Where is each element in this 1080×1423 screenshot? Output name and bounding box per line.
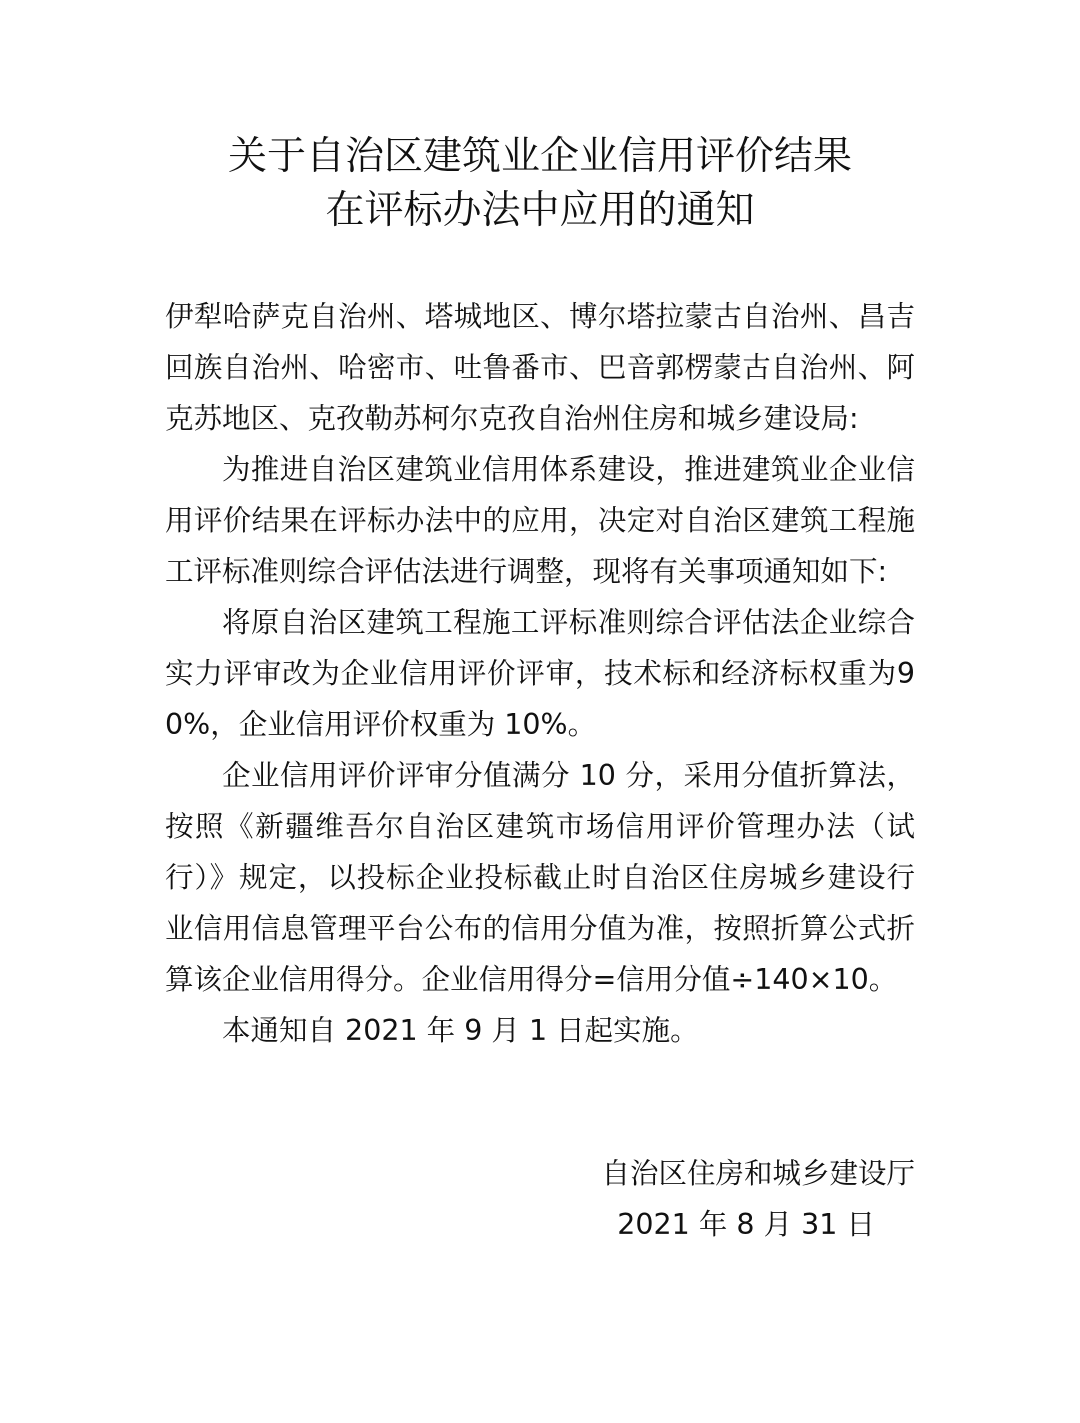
- paragraph-scoring: 企业信用评价评审分值满分 10 分，采用分值折算法，按照《新疆维吾尔自治区建筑市场信用评价管理办法（试行）》规定，以投标企业投标截止时自治区住房城乡建设行业信用信息管理平台公布的信用分值为准，按照折算公式折算该企业信用得分。企业信用得分=信用分值÷140×10。: [165, 759, 915, 996]
- document-title: [0, 130, 1080, 238]
- title-line-2: 在评标办法中应用的通知: [325, 188, 755, 233]
- paragraph-weighting: 将原自治区建筑工程施工评标准则综合评估法企业综合实力评审改为企业信用评价评审，技术标和经济标权重为90%，企业信用评价权重为 10%。: [165, 606, 915, 741]
- issuer-name: 自治区住房和城乡建设厅: [601, 1157, 915, 1190]
- issue-date: 2021 年 8 月 31 日: [617, 1208, 875, 1241]
- signature-block: [515, 1148, 915, 1250]
- recipients-paragraph: 伊犁哈萨克自治州、塔城地区、博尔塔拉蒙古自治州、昌吉回族自治州、哈密市、吐鲁番市、巴音郭楞蒙古自治州、阿克苏地区、克孜勒苏柯尔克孜自治州住房和城乡建设局:: [165, 300, 915, 435]
- paragraph-purpose: 为推进自治区建筑业信用体系建设，推进建筑业企业信用评价结果在评标办法中的应用，决定对自治区建筑工程施工评标准则综合评估法进行调整，现将有关事项通知如下:: [165, 453, 915, 588]
- paragraph-effective-date: 本通知自 2021 年 9 月 1 日起实施。: [222, 1014, 699, 1047]
- document-body: [165, 291, 915, 1056]
- title-line-1: 关于自治区建筑业企业信用评价结果: [227, 134, 852, 179]
